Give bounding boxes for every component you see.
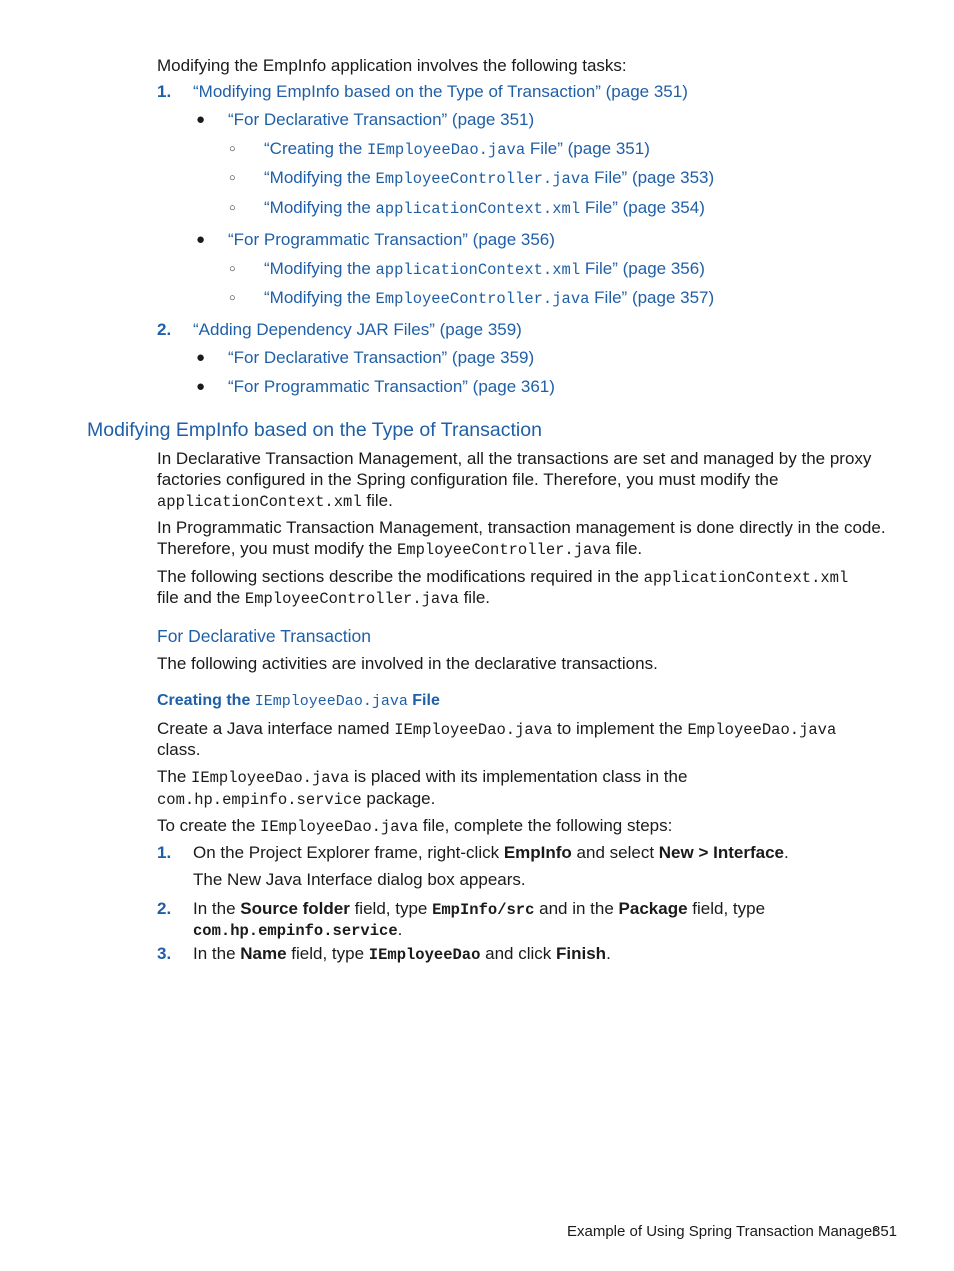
footer-title: Example of Using Spring Transaction Manager <box>567 1223 878 1240</box>
list-number: 1. <box>157 82 172 101</box>
list-number: 2. <box>157 320 172 339</box>
paragraph-line: applicationContext.xml file. <box>157 491 393 511</box>
paragraph-line: Therefore, you must modify the EmployeeController.java file. <box>157 539 643 559</box>
step-number: 2. <box>157 899 172 918</box>
paragraph-line: The following sections describe the modifications required in the applicationContext.xml <box>157 567 849 587</box>
bullet-icon: ● <box>196 111 206 128</box>
bullet-icon: ● <box>196 378 206 395</box>
step-number: 1. <box>157 843 172 862</box>
paragraph-line: The IEmployeeDao.java is placed with its implementation class in the <box>157 767 688 787</box>
paragraph-line: In Declarative Transaction Management, all the transactions are set and managed by the proxy <box>157 449 872 468</box>
toc-link-declarative[interactable]: “For Declarative Transaction” (page 351) <box>228 110 535 129</box>
step-number: 3. <box>157 944 172 963</box>
subsection-heading: For Declarative Transaction <box>157 626 371 646</box>
toc-link-modifying-empinfo[interactable]: “Modifying EmpInfo based on the Type of Transaction” (page 351) <box>193 82 688 101</box>
toc-link-prog-context[interactable]: “Modifying the applicationContext.xml File” (page 356) <box>264 259 705 279</box>
paragraph-line: The following activities are involved in the declarative transactions. <box>157 654 658 673</box>
step-result: The New Java Interface dialog box appears. <box>193 870 526 889</box>
toc-link-prog-controller[interactable]: “Modifying the EmployeeController.java File” (page 357) <box>264 288 715 308</box>
toc-link-creating-dao[interactable]: “Creating the IEmployeeDao.java File” (page 351) <box>264 139 650 159</box>
paragraph-line: factories configured in the Spring configuration file. Therefore, you must modify the <box>157 470 779 489</box>
subsubsection-heading: Creating the IEmployeeDao.java File <box>157 692 440 710</box>
toc-link-modifying-context[interactable]: “Modifying the applicationContext.xml File” (page 354) <box>264 198 705 218</box>
paragraph-line: class. <box>157 740 201 759</box>
paragraph-line: Create a Java interface named IEmployeeDao.java to implement the EmployeeDao.java <box>157 719 837 739</box>
circle-bullet-icon: ○ <box>229 172 236 184</box>
paragraph-line: To create the IEmployeeDao.java file, complete the following steps: <box>157 816 673 836</box>
step-text: In the Name field, type IEmployeeDao and click Finish. <box>193 944 611 964</box>
bullet-icon: ● <box>196 231 206 248</box>
toc-link-adding-jars[interactable]: “Adding Dependency JAR Files” (page 359) <box>193 320 522 339</box>
paragraph-line: In Programmatic Transaction Management, transaction management is done directly in the code. <box>157 518 886 537</box>
section-heading: Modifying EmpInfo based on the Type of Transaction <box>87 419 542 441</box>
page-number: 351 <box>872 1223 898 1240</box>
circle-bullet-icon: ○ <box>229 292 236 304</box>
toc-link-jar-programmatic[interactable]: “For Programmatic Transaction” (page 361) <box>228 377 555 396</box>
step-text: In the Source folder field, type EmpInfo/src and in the Package field, type <box>193 899 766 919</box>
toc-link-modifying-controller[interactable]: “Modifying the EmployeeController.java File” (page 353) <box>264 168 715 188</box>
toc-link-jar-declarative[interactable]: “For Declarative Transaction” (page 359) <box>228 348 535 367</box>
paragraph-line: com.hp.empinfo.service package. <box>157 789 436 809</box>
circle-bullet-icon: ○ <box>229 263 236 275</box>
toc-link-programmatic[interactable]: “For Programmatic Transaction” (page 356) <box>228 230 555 249</box>
step-text: On the Project Explorer frame, right-click EmpInfo and select New > Interface. <box>193 843 789 862</box>
bullet-icon: ● <box>196 349 206 366</box>
intro-text: Modifying the EmpInfo application involves the following tasks: <box>157 56 627 75</box>
step-text: com.hp.empinfo.service. <box>193 920 403 940</box>
circle-bullet-icon: ○ <box>229 143 236 155</box>
paragraph-line: file and the EmployeeController.java file. <box>157 588 491 608</box>
circle-bullet-icon: ○ <box>229 202 236 214</box>
